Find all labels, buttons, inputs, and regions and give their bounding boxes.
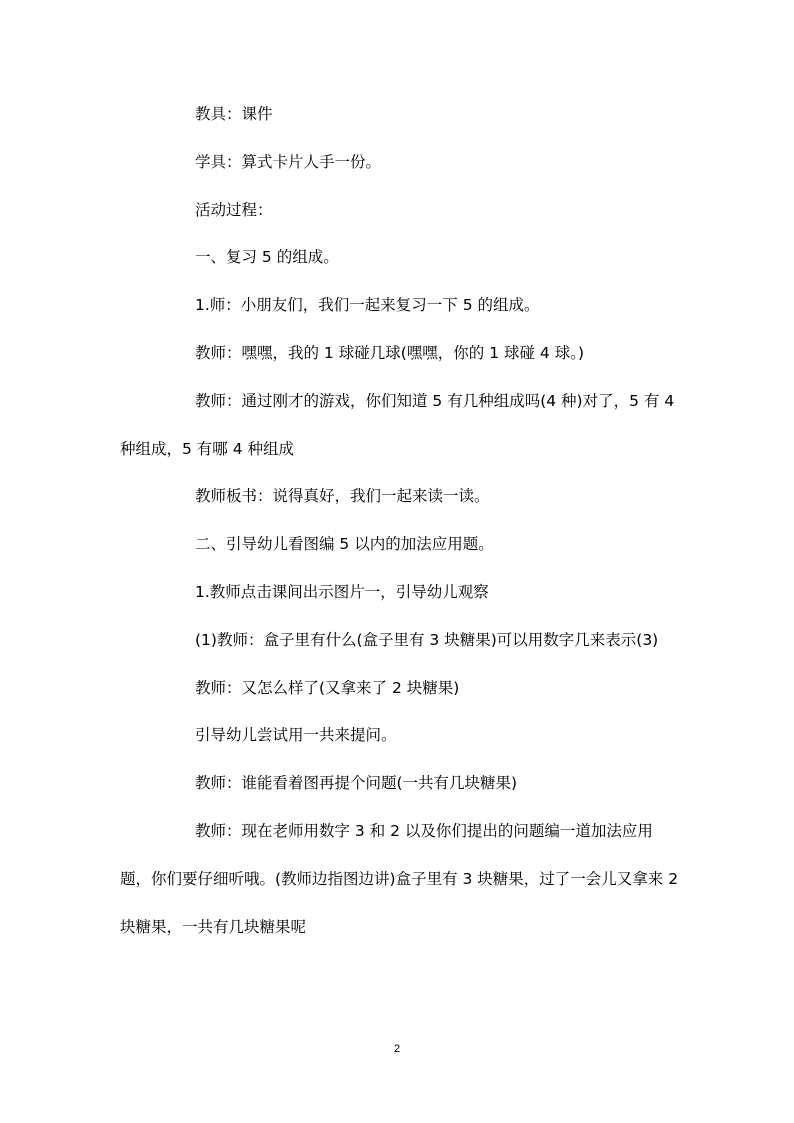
paragraph-activity-process: 活动过程： [195,200,273,219]
paragraph-box-question: (1)教师：盒子里有什么(盒子里有 3 块糖果)可以用数字几来表示(3) [195,630,659,649]
paragraph-review-intro: 1.师：小朋友们，我们一起来复习一下 5 的组成。 [195,296,540,315]
paragraph-learning-aids: 学具：算式卡片人手一份。 [195,152,382,171]
paragraph-word-problem: 教师：现在老师用数字 3 和 2 以及你们提出的问题编一道加法应用题，你们要仔细听哦。(教师边指图边讲)盒子里有 3 块糖果，过了一会儿又拿来 2 块糖果，一共有几块糖果呢 [120,821,679,936]
paragraph-guide-question: 引导幼儿尝试用一共来提问。 [195,726,397,745]
paragraph-what-happened: 教师：又怎么样了(又拿来了 2 块糖果) [195,678,460,697]
paragraph-ask-question: 教师：谁能看着图再提个问题(一共有几块糖果) [195,774,518,793]
paragraph-show-picture: 1.教师点击课间出示图片一，引导幼儿观察 [195,582,489,601]
page-number: 2 [393,1043,401,1055]
paragraph-section-one-heading: 一、复习 5 的组成。 [195,248,339,267]
paragraph-section-two-heading: 二、引导幼儿看图编 5 以内的加法应用题。 [195,535,494,554]
paragraph-ball-game: 教师：嘿嘿，我的 1 球碰几球(嘿嘿，你的 1 球碰 4 球。) [195,343,584,362]
paragraph-board-writing: 教师板书：说得真好，我们一起来读一读。 [195,487,490,506]
paragraph-composition-question: 教师：通过刚才的游戏，你们知道 5 有几种组成吗(4 种)对了，5 有 4 种组成，5 有哪 4 种组成 [120,391,675,458]
paragraph-teaching-aids: 教具：课件 [195,105,273,123]
document-body [120,91,682,951]
